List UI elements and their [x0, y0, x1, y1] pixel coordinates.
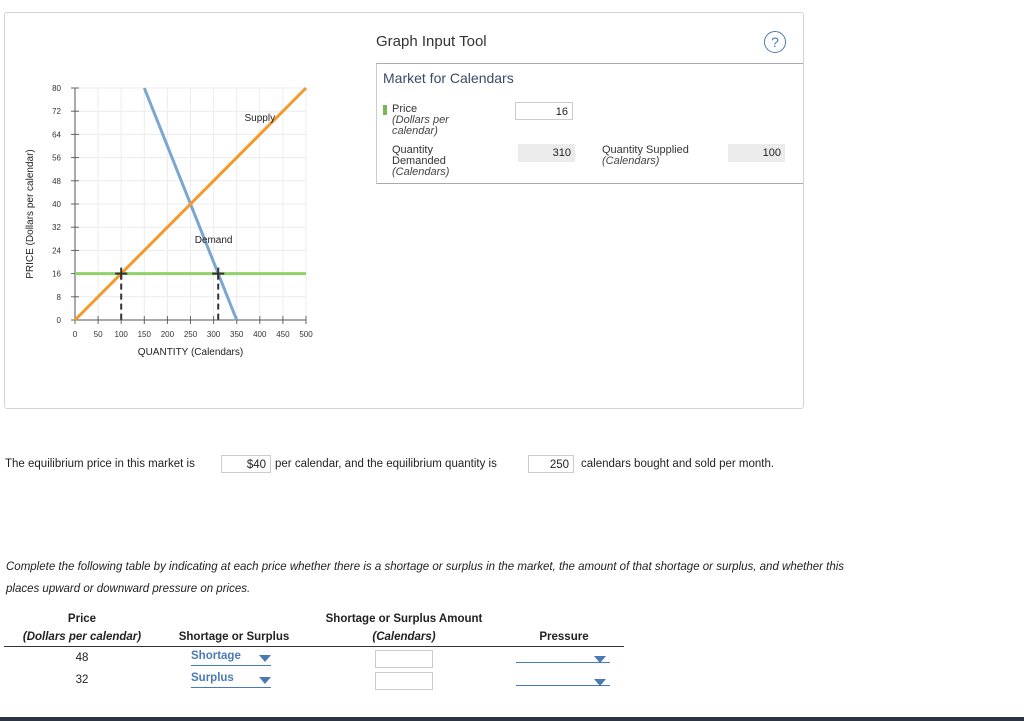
supply-label: Supply	[244, 113, 276, 124]
y-tick-label: 24	[52, 246, 61, 256]
market-graph[interactable]	[5, 13, 376, 408]
table-divider	[4, 646, 624, 647]
equilibrium-text-1: The equilibrium price in this market is	[5, 458, 195, 470]
x-tick-label: 100	[114, 330, 128, 339]
equilibrium-text-3: calendars bought and sold per month.	[581, 458, 775, 470]
col-header-price-unit: (Dollars per calendar)	[22, 631, 142, 643]
chevron-down-icon[interactable]	[594, 656, 606, 663]
qs-label: Quantity Supplied	[602, 144, 689, 156]
market-title: Market for Calendars	[383, 70, 514, 86]
qd-label-line2: Demanded	[392, 155, 446, 167]
y-tick-label: 64	[52, 130, 61, 140]
equilibrium-price-input[interactable]: $40	[221, 455, 271, 473]
x-axis-label: QUANTITY (Calendars)	[137, 347, 244, 358]
row-48-amount-input[interactable]	[375, 650, 433, 668]
col-header-amount-unit: (Calendars)	[372, 631, 436, 643]
row-48-price: 48	[75, 652, 89, 664]
y-axis-label: PRICE (Dollars per calendar)	[25, 149, 36, 279]
help-icon[interactable]: ?	[764, 31, 786, 53]
demand-label: Demand	[194, 234, 233, 246]
quantity-supplied-value: 100	[728, 144, 785, 162]
equilibrium-text-2: per calendar, and the equilibrium quantity is	[275, 458, 497, 470]
x-tick-label: 350	[230, 330, 244, 339]
tool-title: Graph Input Tool	[376, 33, 487, 50]
y-tick-label: 8	[56, 292, 61, 302]
row-32-amount-input[interactable]	[375, 672, 433, 690]
qs-unit: (Calendars)	[602, 155, 660, 167]
y-tick-label: 80	[52, 84, 61, 93]
price-line-swatch	[383, 105, 387, 115]
x-tick-label: 50	[93, 330, 103, 339]
row-32-price: 32	[75, 674, 89, 686]
chevron-down-icon[interactable]	[259, 677, 271, 684]
col-header-pressure: Pressure	[539, 631, 589, 643]
qd-unit: (Calendars)	[392, 166, 450, 178]
col-header-amount: Shortage or Surplus Amount	[325, 613, 483, 625]
row-48-shortage-surplus-value: Shortage	[191, 650, 241, 662]
x-tick-label: 500	[299, 330, 313, 339]
equilibrium-quantity-input[interactable]: 250	[528, 455, 574, 473]
chevron-down-icon[interactable]	[259, 655, 271, 662]
col-header-price: Price	[67, 613, 97, 625]
y-tick-label: 0	[56, 316, 61, 325]
y-tick-label: 72	[52, 107, 61, 117]
x-tick-label: 250	[183, 330, 198, 339]
x-tick-label: 300	[206, 330, 221, 339]
price-label: Price	[392, 103, 418, 115]
x-tick-label: 400	[253, 330, 267, 339]
x-tick-label: 0	[72, 330, 78, 339]
graph-input-panel	[4, 12, 804, 409]
price-input[interactable]: 16	[515, 102, 573, 120]
x-tick-label: 450	[276, 330, 290, 339]
y-tick-label: 48	[52, 176, 61, 186]
bottom-bar	[0, 717, 1024, 721]
y-tick-label: 16	[52, 269, 61, 279]
price-unit-line2: calendar)	[392, 125, 438, 137]
price-unit-line1: (Dollars per	[392, 114, 449, 126]
instructions: Complete the following table by indicating at each price whether there is a shortage or surplus in the market, the amount of that shortage or surplus, and whether this places upward or downward pressure on prices.	[6, 561, 845, 595]
graph-input-box	[376, 63, 803, 184]
y-tick-label: 32	[52, 223, 61, 233]
x-tick-label: 150	[137, 330, 151, 339]
chevron-down-icon[interactable]	[594, 679, 606, 686]
qd-label-line1: Quantity	[392, 144, 433, 156]
quantity-demanded-value: 310	[518, 144, 575, 162]
y-tick-label: 56	[52, 153, 61, 163]
y-tick-label: 40	[52, 200, 61, 209]
col-header-shortage-surplus: Shortage or Surplus	[178, 631, 290, 643]
x-tick-label: 200	[160, 330, 175, 339]
row-32-shortage-surplus-value: Surplus	[191, 672, 234, 684]
